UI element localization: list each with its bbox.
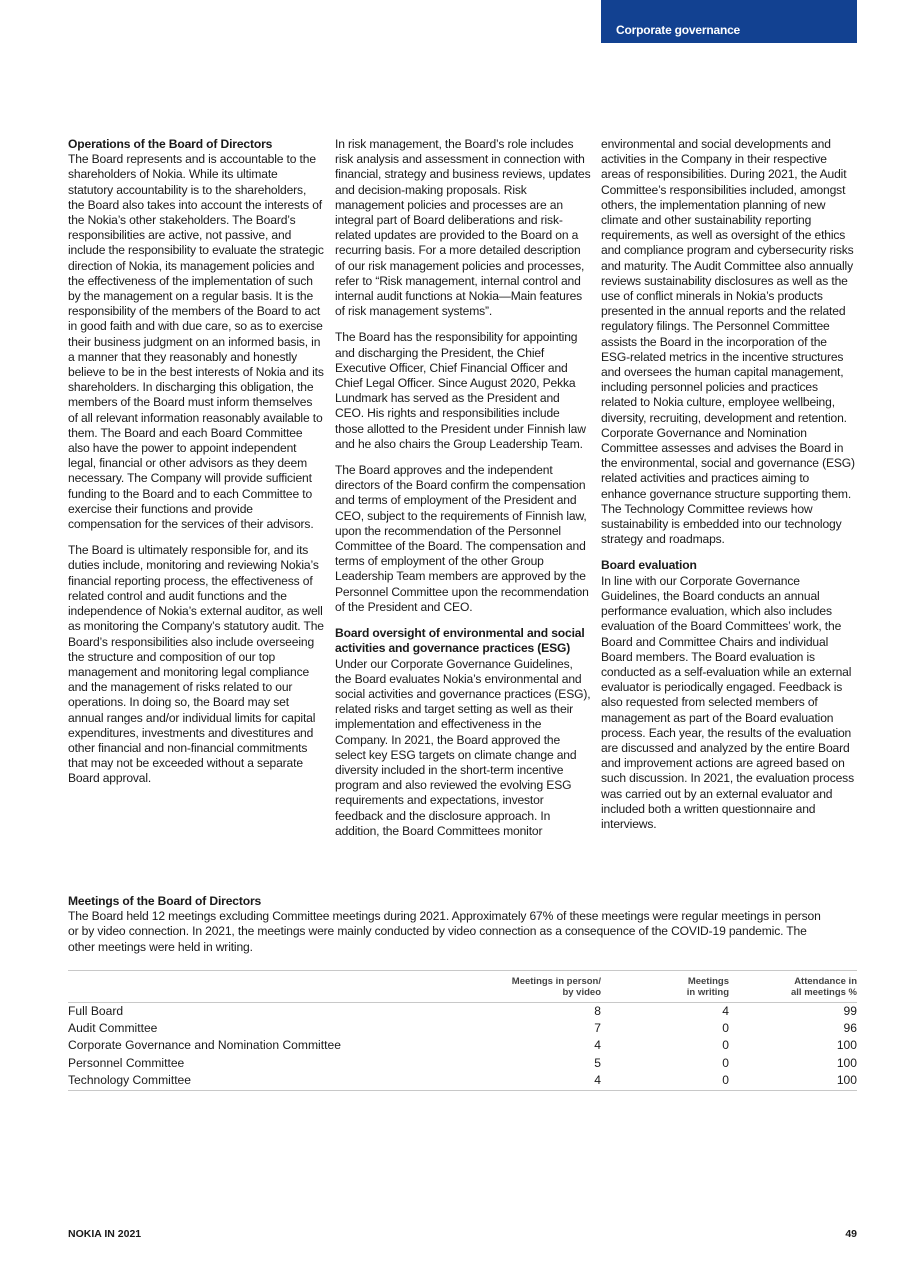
cell-in-person: 7 xyxy=(594,1021,601,1036)
evaluation-heading: Board evaluation xyxy=(601,558,697,573)
meetings-heading: Meetings of the Board of Directors xyxy=(68,894,262,908)
row-label: Full Board xyxy=(68,1004,124,1019)
evaluation-paragraph: In line with our Corporate Governance Guidelines, the Board conducts an annual performance evaluation, which also includes evaluation of the Board Committees’ work, the Board and Committee Chairs and individual Board members. The Board evaluation is conducted as a self-evaluation while an external evaluator is periodically engaged. Feedback is also requested from selected members of management as part of the Board evaluation process. Each year, the results of the evaluation are discussed and analyzed by the entire Board and improvement actions are agreed based on such discussion. In 2021, the evaluation process was carried out by an external evaluator and included both a written questionnaire and interviews. xyxy=(601,573,854,831)
cell-in-writing: 0 xyxy=(601,1072,729,1091)
cell-in-writing: 4 xyxy=(722,1004,729,1019)
page-number: 49 xyxy=(845,1228,857,1240)
cell-in-writing: 0 xyxy=(722,1038,729,1053)
footer-report-title: NOKIA IN 2021 xyxy=(68,1228,142,1240)
table-row xyxy=(68,1037,857,1054)
cell-attendance: 99 xyxy=(843,1004,857,1019)
table-row xyxy=(68,1055,857,1072)
table-row xyxy=(68,1020,857,1037)
risk-paragraph: In risk management, the Board’s role includes risk analysis and assessment in connection with financial, strategy and business reviews, updates and decision-making proposals. Risk management policies and processes are an integral part of Board deliberations and risk-related updates are provided to the Board on a recurring basis. For a more detailed description of our risk management policies and processes, refer to “Risk management, internal control and internal audit functions at Nokia—Main features of risk management systems”. xyxy=(335,137,591,319)
esg-heading: Board oversight of environmental and social activities and governance practices (ESG) xyxy=(335,626,585,656)
meetings-section xyxy=(68,894,858,955)
header-in-person: Meetings in person/ by video xyxy=(458,971,601,1003)
table-header-row xyxy=(68,971,857,1003)
meetings-text: The Board held 12 meetings excluding Committee meetings during 2021. Approximately 67% of these meetings were regular meetings in person or by video connection. In 2021, the meetings were mainly conducted by video connection as a consequence of the COVID-19 pandemic. The other meetings were held in writing. xyxy=(68,909,821,954)
row-label: Corporate Governance and Nomination Committee xyxy=(68,1038,341,1053)
esg-continued-paragraph: environmental and social developments and activities in the Company in their respective areas of responsibilities. During 2021, the Audit Committee’s responsibilities included, amongst others, the implementation planning of new climate and other sustainability reporting requirements, as well as oversight of the ethics and compliance program and cybersecurity risks and maturity. The Audit Committee also annually reviews sustainability disclosures as well as the use of conflict minerals in Nokia’s products presented in the annual reports and the related regulatory filings. The Personnel Committee assists the Board in the incorporation of the ESG-related metrics in the incentive structures and oversees the human capital management, including personnel policies and practices related to Nokia culture, employee wellbeing, diversity, recruiting, development and retention. Corporate Governance and Nomination Committee assesses and advises the Board in the environmental, social and governance (ESG) related activities and practices aiming to enhance governance structure supporting them. The Technology Committee reviews how sustainability is embedded into our technology strategy and roadmaps. xyxy=(601,137,855,547)
operations-heading: Operations of the Board of Directors xyxy=(68,137,273,151)
compensation-paragraph: The Board approves and the independent directors of the Board confirm the compensation and terms of employment of the President and CEO, subject to the requirements of Finnish law, upon the recommendation of the Personnel Committee of the Board. The compensation and terms of employment of the other Group Leadership Team members are approved by the Personnel Committee upon the recommendation of the President and CEO. xyxy=(335,463,589,614)
cell-attendance: 100 xyxy=(729,1072,857,1091)
column-1 xyxy=(68,137,324,798)
cell-in-person: 4 xyxy=(458,1072,601,1091)
president-paragraph: The Board has the responsibility for appointing and discharging the President, the Chief Executive Officer, Chief Financial Officer and Chief Legal Officer. Since August 2020, Pekka Lundmark has served as the President and CEO. His rights and responsibilities include those allotted to the President under Finnish law and he also chairs the Group Leadership Team. xyxy=(335,330,586,451)
cell-in-writing: 0 xyxy=(722,1021,729,1036)
table-row xyxy=(68,1072,857,1091)
column-3 xyxy=(601,137,857,843)
header-blank xyxy=(68,971,458,1003)
column-2 xyxy=(335,137,591,850)
cell-attendance: 100 xyxy=(836,1038,857,1053)
header-attendance: Attendance in all meetings % xyxy=(729,971,857,1003)
operations-paragraph-1: The Board represents and is accountable to the shareholders of Nokia. While its ultimate statutory accountability is to the shareholders, the Board also takes into account the interests of the Nokia’s other stakeholders. The Board’s responsibilities are active, not passive, and include the responsibility to evaluate the strategic direction of Nokia, its management policies and the effectiveness of the implementation of such by the management on a regular basis. It is the responsibility of the members of the Board to act in good faith and with due care, so as to exercise their business judgment on an informed basis, in a manner that they reasonably and honestly believe to be in the best interests of Nokia and its shareholders. In discharging this obligation, the members of the Board must inform themselves of all relevant information reasonably available to them. The Board and each Board Committee also have the power to appoint independent legal, financial or other advisors as they deem necessary. The Company will provide sufficient funding to the Board and to each Committee to exercise their functions and provide compensation for the services of their advisors. xyxy=(68,152,324,532)
row-label: Personnel Committee xyxy=(68,1055,185,1070)
cell-attendance: 100 xyxy=(836,1055,857,1070)
operations-paragraph-2: The Board is ultimately responsible for, and its duties include, monitoring and reviewing Nokia’s financial reporting process, the effectiveness of related control and audit functions and the independence of Nokia’s external auditor, as well as monitoring the Company’s statutory audit. The Board’s responsibilities also include overseeing the structure and composition of our top management and monitoring legal compliance and the management of risks related to our operations. In doing so, the Board may set annual ranges and/or individual limits for capital expenditures, investments and divestitures and other financial and non-financial commitments that may not be exceeded without a separate Board approval. xyxy=(68,543,324,786)
cell-attendance: 96 xyxy=(843,1021,857,1036)
cell-in-person: 8 xyxy=(594,1004,601,1019)
attendance-table xyxy=(68,970,857,1091)
cell-in-person: 4 xyxy=(594,1038,601,1053)
cell-in-person: 5 xyxy=(594,1055,601,1070)
esg-paragraph: Under our Corporate Governance Guidelines, the Board evaluates Nokia’s environmental and social activities and governance practices (ESG), related risks and target setting as well as their implementation and effectiveness in the Company. In 2021, the Board approved the select key ESG targets on climate change and diversity included in the short-term incentive program and also reviewed the evolving ESG requirements and expectations, investor feedback and the disclosure approach. In addition, the Board Committees monitor xyxy=(335,656,591,838)
row-label: Technology Committee xyxy=(68,1072,458,1091)
row-label: Audit Committee xyxy=(68,1021,158,1036)
section-title: Corporate governance xyxy=(616,23,741,37)
header-in-writing: Meetings in writing xyxy=(601,971,729,1003)
table-row xyxy=(68,1003,857,1021)
section-tab xyxy=(601,0,857,43)
cell-in-writing: 0 xyxy=(722,1055,729,1070)
